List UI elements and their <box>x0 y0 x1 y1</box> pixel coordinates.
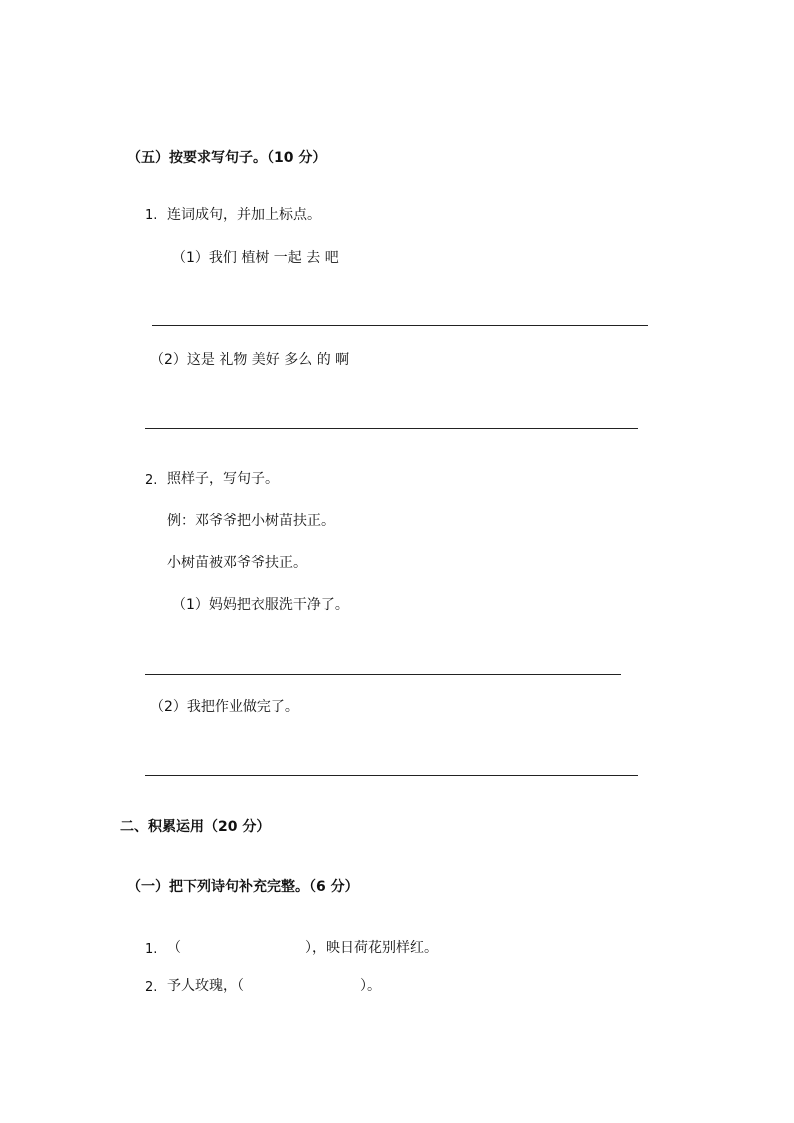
sub-question: （1）妈妈把衣服洗干净了。 <box>172 597 349 613</box>
sub-question: （2）我把作业做完了。 <box>150 699 299 715</box>
subsection-title: （一）把下列诗句补充完整。（6 分） <box>127 879 359 895</box>
part-title: 二、积累运用（20 分） <box>120 819 271 835</box>
question-number: 1. <box>145 942 158 957</box>
sub-question: （1）我们 植树 一起 去 吧 <box>172 250 339 266</box>
poem-line: 予人玫瑰， <box>167 978 237 994</box>
section-title: （五）按要求写句子。（10 分） <box>127 150 327 166</box>
answer-line[interactable] <box>145 775 638 776</box>
example-sentence: 小树苗被邓爷爷扶正。 <box>167 555 307 571</box>
poem-fill-blank <box>167 939 438 957</box>
open-paren: （ <box>167 940 181 956</box>
example-sentence: 例：邓爷爷把小树苗扶正。 <box>167 513 335 529</box>
answer-line[interactable] <box>152 325 648 326</box>
question-number: 2. <box>145 980 158 995</box>
open-paren: （ <box>237 978 244 994</box>
sub-question: （2）这是 礼物 美好 多么 的 啊 <box>150 352 350 368</box>
question-number: 1. <box>145 208 158 223</box>
poem-line: ），映日荷花别样红。 <box>305 940 438 956</box>
question-text: 照样子，写句子。 <box>167 471 279 487</box>
question-number: 2. <box>145 473 158 488</box>
poem-line-end: ）。 <box>360 978 381 994</box>
answer-line[interactable] <box>145 428 638 429</box>
question-text: 连词成句，并加上标点。 <box>167 207 321 223</box>
poem-fill-blank <box>167 977 381 995</box>
answer-line[interactable] <box>145 674 621 675</box>
